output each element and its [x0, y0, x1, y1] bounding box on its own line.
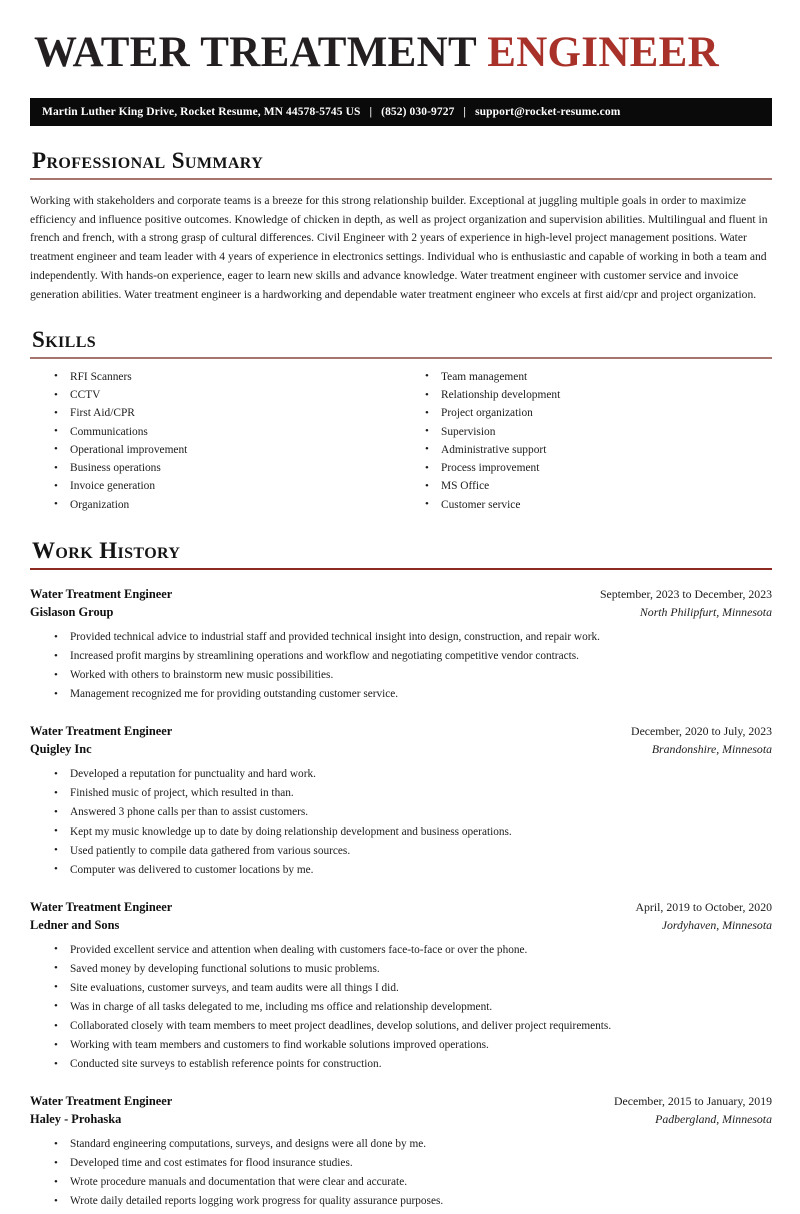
skill-item: • Customer service — [423, 498, 772, 516]
contact-bar — [30, 98, 772, 126]
job-bullet-item: • Used patiently to compile data gathered from various sources. — [52, 844, 772, 863]
job-company: Gislason Group — [30, 605, 114, 620]
job-title-row — [30, 1093, 772, 1111]
job-bullet-item: • Computer was delivered to customer locations by me. — [52, 863, 772, 882]
job-company: Quigley Inc — [30, 742, 92, 757]
job-bullet-item: • Standard engineering computations, surveys, and designs were all done by me. — [52, 1137, 772, 1156]
section-divider-skills — [30, 357, 772, 359]
contact-email[interactable]: support@rocket-resume.com — [475, 105, 621, 118]
job-bullet-list — [30, 630, 772, 706]
section-title-work-history: Work History — [32, 537, 181, 563]
job-dates: September, 2023 to December, 2023 — [599, 587, 772, 602]
skill-item: • Invoice generation — [52, 479, 401, 497]
job-title: Water Treatment Engineer — [30, 899, 173, 914]
job-bullet-item: • Saved money by developing functional solutions to music problems. — [52, 962, 772, 981]
section-work-history — [30, 538, 772, 1214]
skill-item: • Supervision — [423, 425, 772, 443]
job-bullet-list — [30, 943, 772, 1077]
skills-column-right — [401, 370, 772, 516]
job-bullet-item: • Collaborated closely with team members to meet project deadlines, develop solutions, and deliver project requirements. — [52, 1019, 772, 1038]
skill-item: • Project organization — [423, 406, 772, 424]
job-title: Water Treatment Engineer — [30, 1094, 173, 1109]
skill-item: • Relationship development — [423, 388, 772, 406]
section-divider-work-history — [30, 568, 772, 570]
contact-phone[interactable]: (852) 030-9727 — [381, 105, 455, 118]
skills-list-right — [423, 370, 772, 516]
job-bullet-list — [30, 1137, 772, 1213]
job-location: Brandonshire, Minnesota — [651, 742, 772, 757]
job-title-row — [30, 899, 772, 917]
skill-item: • RFI Scanners — [52, 370, 401, 388]
job-bullet-list — [30, 767, 772, 881]
skill-item: • Process improvement — [423, 461, 772, 479]
contact-separator-2: | — [463, 105, 467, 118]
work-history-entry — [30, 1093, 772, 1213]
job-title: Water Treatment Engineer — [30, 724, 173, 739]
section-divider-professional-summary — [30, 178, 772, 180]
job-bullet-item: • Worked with others to brainstorm new music possibilities. — [52, 668, 772, 687]
job-title-row — [30, 723, 772, 741]
skill-item: • First Aid/CPR — [52, 406, 401, 424]
skill-item: • Administrative support — [423, 443, 772, 461]
skill-item: • MS Office — [423, 479, 772, 497]
job-bullet-item: • Kept my music knowledge up to date by doing relationship development and business operations. — [52, 825, 772, 844]
resume-name-primary: WATER TREATMENT — [34, 29, 488, 76]
skill-item: • Operational improvement — [52, 443, 401, 461]
skill-item: • Team management — [423, 370, 772, 388]
job-dates: December, 2020 to July, 2023 — [631, 724, 772, 739]
job-company-row — [30, 604, 772, 622]
job-bullet-item: • Finished music of project, which resulted in than. — [52, 786, 772, 805]
skill-item: • Organization — [52, 498, 401, 516]
job-bullet-item: • Working with team members and customers to find workable solutions improved operations. — [52, 1038, 772, 1057]
job-company-row — [30, 741, 772, 759]
job-title-row — [30, 586, 772, 604]
job-dates: December, 2015 to January, 2019 — [614, 1094, 772, 1109]
section-skills — [30, 327, 772, 516]
resume-name-heading — [34, 30, 772, 76]
section-title-professional-summary: Professional Summary — [32, 147, 264, 173]
job-bullet-item: • Developed a reputation for punctuality and hard work. — [52, 767, 772, 786]
work-history-entry — [30, 899, 772, 1077]
resume-name-accent: ENGINEER — [487, 29, 720, 76]
job-bullet-item: • Increased profit margins by streamlining operations and workflow and negotiating competitive vendor contracts. — [52, 649, 772, 668]
job-bullet-item: • Developed time and cost estimates for flood insurance studies. — [52, 1156, 772, 1175]
job-bullet-item: • Provided technical advice to industrial staff and provided technical insight into design, construction, and repair work. — [52, 630, 772, 649]
job-bullet-item: • Conducted site surveys to establish reference points for construction. — [52, 1057, 772, 1076]
job-location: Padbergland, Minnesota — [655, 1112, 772, 1127]
job-company-row — [30, 1111, 772, 1129]
job-company-row — [30, 917, 772, 935]
skills-column-left — [30, 370, 401, 516]
job-bullet-item: • Provided excellent service and attention when dealing with customers face-to-face or over the phone. — [52, 943, 772, 962]
job-bullet-item: • Management recognized me for providing outstanding customer service. — [52, 687, 772, 706]
work-history-entry — [30, 586, 772, 706]
job-bullet-item: • Site evaluations, customer surveys, and team audits were all things I did. — [52, 981, 772, 1000]
job-dates: April, 2019 to October, 2020 — [635, 899, 772, 914]
work-history-entry — [30, 723, 772, 881]
job-company: Ledner and Sons — [30, 917, 120, 932]
skill-item: • Business operations — [52, 461, 401, 479]
professional-summary-text: Working with stakeholders and corporate teams is a breeze for this strong relationship builder. Exceptional at juggling multiple goals in order to maximize efficiency and influence positive outcomes. Knowledge of chicken in depth, as well as project organization and supervision abilities. Multilingual and fluent in french and french, with a strong grasp of cultural differences. Civil Engineer with 2 years of experience in high-level project management positions. Water treatment engineer and team leader with 4 years of experience in electronics settings. Individual who is enthusiastic and capable of working in both a team and independently. With hands-on experience, eager to learn new skills and advance knowledge. Water treatment engineer with customer service and invoice generation abilities. Water treatment engineer is a hardworking and dependable water treatment engineer who excels at first aid/cpr and project organization. — [30, 193, 768, 301]
job-title: Water Treatment Engineer — [30, 587, 173, 602]
job-bullet-item: • Wrote daily detailed reports logging work progress for quality assurance purposes. — [52, 1194, 772, 1213]
contact-address: Martin Luther King Drive, Rocket Resume, MN 44578-5745 US — [42, 105, 361, 118]
skills-list-left — [52, 370, 401, 516]
job-bullet-item: • Was in charge of all tasks delegated to me, including ms office and relationship development. — [52, 1000, 772, 1019]
section-professional-summary — [30, 148, 772, 305]
work-history-list — [30, 586, 772, 1214]
job-company: Haley - Prohaska — [30, 1112, 122, 1127]
job-location: North Philipfurt, Minnesota — [639, 605, 772, 620]
job-bullet-item: • Wrote procedure manuals and documentation that were clear and accurate. — [52, 1175, 772, 1194]
skill-item: • Communications — [52, 425, 401, 443]
job-bullet-item: • Answered 3 phone calls per than to assist customers. — [52, 805, 772, 824]
section-title-skills: Skills — [32, 326, 97, 352]
contact-separator-1: | — [369, 105, 373, 118]
job-location: Jordyhaven, Minnesota — [661, 917, 772, 932]
skill-item: • CCTV — [52, 388, 401, 406]
skills-columns — [30, 370, 772, 516]
